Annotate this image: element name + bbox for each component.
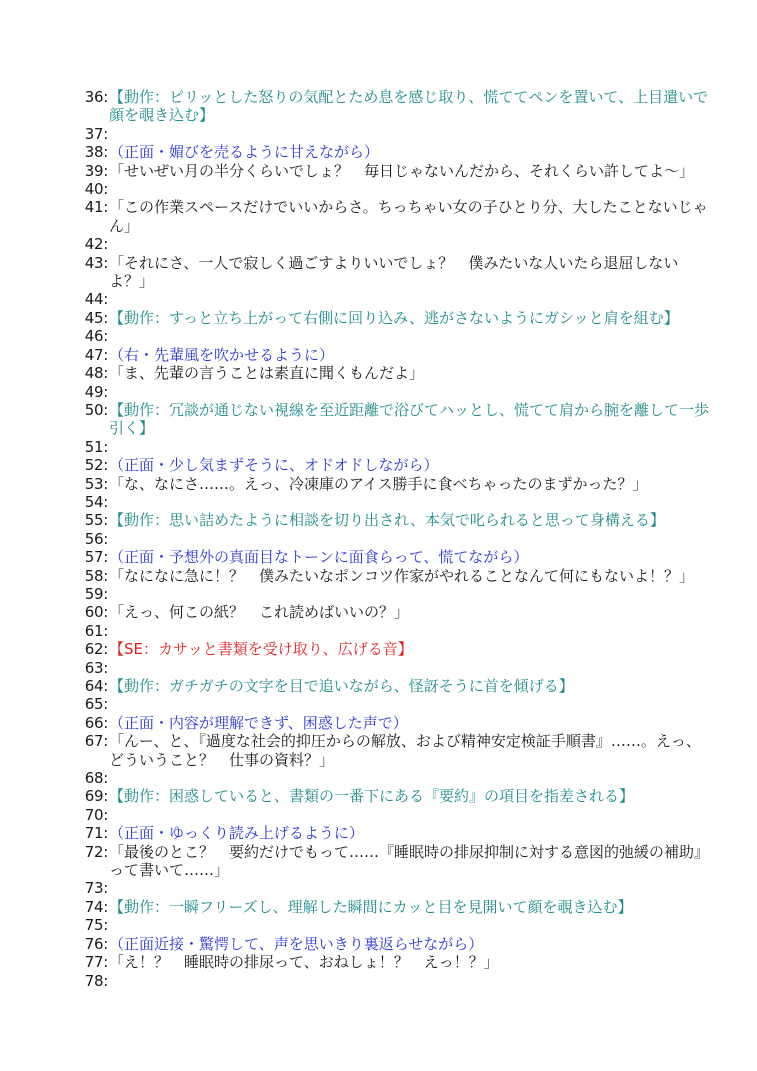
script-line xyxy=(74,898,714,916)
line-number: 59: xyxy=(84,584,108,603)
line-number: 70: xyxy=(84,805,108,824)
line-number: 71: xyxy=(84,824,108,843)
script-line xyxy=(74,493,714,511)
script-line xyxy=(74,162,714,180)
script-line xyxy=(74,530,714,548)
dialogue-text: 「んー、と、『過度な社会的抑圧からの解放、および精神安定検証手順書』……。えっ、どういうこと？ 仕事の資料？」 xyxy=(109,732,701,769)
line-number: 66: xyxy=(84,713,108,732)
script-line xyxy=(74,180,714,198)
script-line xyxy=(74,401,714,438)
line-number: 78: xyxy=(84,971,108,990)
line-number: 41: xyxy=(84,198,108,217)
script-line xyxy=(74,953,714,971)
line-number: 76: xyxy=(84,934,108,953)
action-direction-text: 【動作：ピリッとした怒りの気配とため息を感じ取り、慌ててペンを置いて、上目遣いで顔を覗き込む】 xyxy=(109,88,709,125)
line-number: 58: xyxy=(84,566,108,585)
stage-direction-text: （正面・予想外の真面目なトーンに面食らって、慌てながら） xyxy=(109,548,529,567)
script-line xyxy=(74,383,714,401)
dialogue-text: 「なになに急に！？ 僕みたいなポンコツ作家がやれることなんて何にもないよ！？」 xyxy=(109,566,695,585)
script-line xyxy=(74,659,714,677)
dialogue-text: 「それにさ、一人で寂しく過ごすよりいいでしょ？ 僕みたいな人いたら退屈しないよ？」 xyxy=(109,253,679,291)
script-line xyxy=(74,511,714,529)
dialogue-text: 「な、なにさ……。えっ、冷凍庫のアイス勝手に食べちゃったのまずかった？」 xyxy=(109,474,648,493)
script-line xyxy=(74,327,714,345)
script-line xyxy=(74,309,714,327)
action-direction-text: 【動作：困惑していると、書類の一番下にある『要約』の項目を指差される】 xyxy=(109,787,635,806)
line-number: 37: xyxy=(84,124,108,143)
script-line xyxy=(74,125,714,143)
line-number: 52: xyxy=(84,456,108,475)
script-line xyxy=(74,143,714,161)
dialogue-text: 「ま、先輩の言うことは素直に聞くもんだよ」 xyxy=(109,364,425,383)
line-number: 54: xyxy=(84,492,108,511)
line-number: 61: xyxy=(84,621,108,640)
script-line xyxy=(74,824,714,842)
stage-direction-text: （正面・少し気まずそうに、オドオドしながら） xyxy=(109,456,439,475)
script-line xyxy=(74,787,714,805)
script-line xyxy=(74,972,714,990)
line-number: 44: xyxy=(84,290,108,309)
line-number: 68: xyxy=(84,769,108,788)
script-line xyxy=(74,879,714,897)
line-number: 48: xyxy=(84,364,108,383)
line-number: 60: xyxy=(84,603,108,622)
action-direction-text: 【動作：ガチガチの文字を目で追いながら、怪訝そうに首を傾げる】 xyxy=(109,677,574,695)
line-number: 55: xyxy=(84,511,108,530)
script-line xyxy=(74,290,714,308)
script-line xyxy=(74,677,714,695)
line-number: 50: xyxy=(84,400,108,419)
line-number: 67: xyxy=(84,732,108,751)
script-line xyxy=(74,640,714,658)
script-line xyxy=(74,732,714,769)
stage-direction-text: （右・先輩風を吹かせるように） xyxy=(109,345,335,364)
script-line xyxy=(74,695,714,713)
script-line xyxy=(74,567,714,585)
line-number: 57: xyxy=(84,548,108,567)
line-number: 45: xyxy=(84,308,108,327)
action-direction-text: 【動作：一瞬フリーズし、理解した瞬間にカッと目を見開いて顔を覗き込む】 xyxy=(109,897,633,916)
line-number: 53: xyxy=(84,474,108,493)
script-line xyxy=(74,456,714,474)
line-number: 75: xyxy=(84,916,108,935)
stage-direction-text: （正面・ゆっくり読み上げるように） xyxy=(109,824,364,843)
script-line xyxy=(74,603,714,621)
script-line xyxy=(74,475,714,493)
line-number: 43: xyxy=(84,253,108,272)
line-number: 47: xyxy=(84,345,108,364)
line-number: 77: xyxy=(84,953,108,972)
script-line xyxy=(74,916,714,934)
script-line xyxy=(74,548,714,566)
action-direction-text: 【動作：冗談が通じない視線を至近距離で浴びてハッとし、慌てて肩から腕を離して一歩引く】 xyxy=(109,400,710,438)
script-line xyxy=(74,88,714,125)
dialogue-text: 「え！？ 睡眠時の排尿って、おねしょ！？ えっ！？」 xyxy=(109,953,499,972)
script-line xyxy=(74,346,714,364)
script-line xyxy=(74,622,714,640)
dialogue-text: 「最後のとこ？ 要約だけでもって……『睡眠時の排尿抑制に対する意図的弛緩の補助』って書いて……」 xyxy=(109,842,710,880)
line-number: 38: xyxy=(84,143,108,162)
line-number: 40: xyxy=(84,180,108,199)
script-line xyxy=(74,935,714,953)
dialogue-text: 「えっ、何この紙？ これ読めばいいの？」 xyxy=(109,603,410,622)
line-number: 46: xyxy=(84,327,108,346)
script-line xyxy=(74,254,714,291)
line-number: 65: xyxy=(84,695,108,714)
line-number: 42: xyxy=(84,235,108,254)
stage-direction-text: （正面近接・驚愕して、声を思いきり裏返らせながら） xyxy=(109,934,484,953)
script-line xyxy=(74,364,714,382)
line-number: 63: xyxy=(84,658,108,677)
sound-effect-text: 【SE：カサッと書類を受け取り、広げる音】 xyxy=(109,640,413,659)
line-number: 64: xyxy=(84,677,108,695)
script-line xyxy=(74,769,714,787)
line-number: 39: xyxy=(84,161,108,180)
line-number: 49: xyxy=(84,382,108,401)
dialogue-text: 「せいぜい月の半分くらいでしょ？ 毎日じゃないんだから、それくらい許してよ～」 xyxy=(109,161,695,180)
line-number: 56: xyxy=(84,529,108,548)
line-number: 62: xyxy=(84,640,108,659)
line-number: 72: xyxy=(84,842,108,861)
dialogue-text: 「この作業スペースだけでいいからさ。ちっちゃい女の子ひとり分、大したことないじゃん」 xyxy=(109,198,708,235)
script-line xyxy=(74,843,714,880)
line-number: 69: xyxy=(84,787,108,806)
line-number: 73: xyxy=(84,879,108,898)
action-direction-text: 【動作：思い詰めたように相談を切り出され、本気で叱られると思って身構える】 xyxy=(109,511,665,530)
line-number: 36: xyxy=(84,88,108,106)
script-line xyxy=(74,235,714,253)
script-line xyxy=(74,714,714,732)
script-line xyxy=(74,585,714,603)
script-body xyxy=(74,88,714,990)
stage-direction-text: （正面・媚びを売るように甘えながら） xyxy=(109,143,380,162)
script-line xyxy=(74,438,714,456)
stage-direction-text: （正面・内容が理解できず、困惑した声で） xyxy=(109,713,408,732)
action-direction-text: 【動作：すっと立ち上がって右側に回り込み、逃がさないようにガシッと肩を組む】 xyxy=(109,308,679,327)
line-number: 51: xyxy=(84,437,108,456)
line-number: 74: xyxy=(84,897,108,916)
script-line xyxy=(74,806,714,824)
script-line xyxy=(74,198,714,235)
